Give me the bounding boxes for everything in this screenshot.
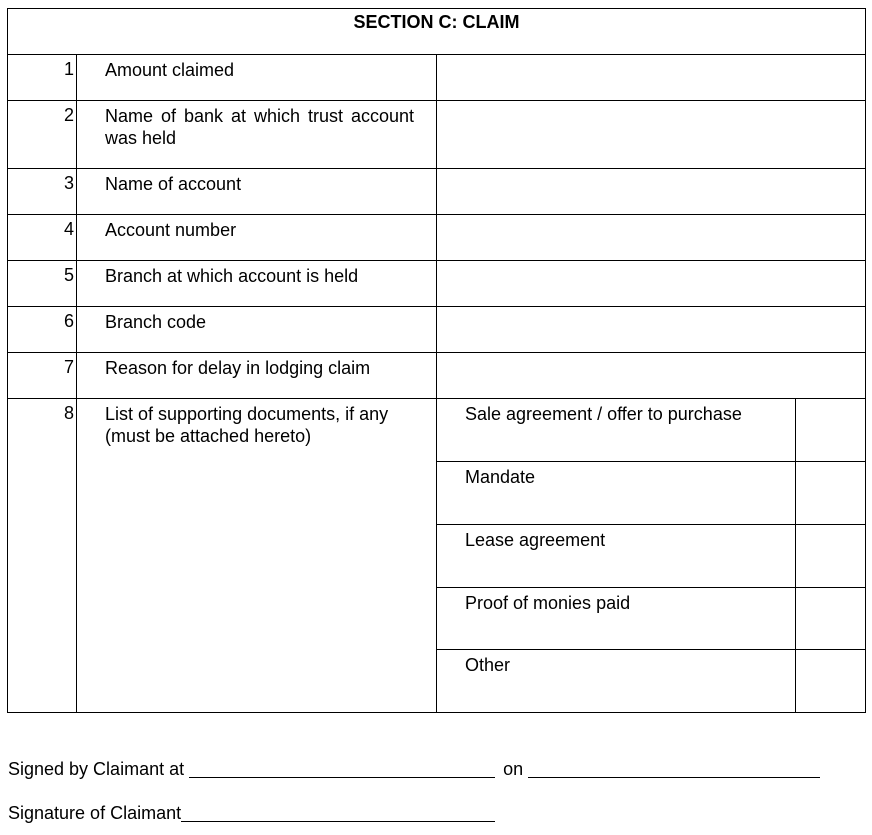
row-number: 6: [8, 307, 77, 353]
signed-at-place-field[interactable]: [189, 776, 495, 778]
row-label-delay-reason: Reason for delay in lodging claim: [77, 353, 437, 399]
row-label-amount-claimed: Amount claimed: [77, 55, 437, 101]
document-label-sale-agreement: Sale agreement / offer to purchase: [437, 399, 796, 462]
table-row: [8, 261, 866, 307]
row-number: 5: [8, 261, 77, 307]
document-label-other: Other: [437, 650, 796, 713]
signature-label: Signature of Claimant: [8, 803, 182, 823]
table-row: [8, 101, 866, 169]
answer-bank-name[interactable]: [437, 101, 866, 169]
row-number: 8: [8, 399, 77, 713]
table-row: [8, 215, 866, 261]
answer-account-name[interactable]: [437, 169, 866, 215]
claim-table: [7, 8, 866, 713]
section-title: SECTION C: CLAIM: [8, 9, 866, 55]
document-checkbox-mandate[interactable]: [796, 462, 866, 525]
on-label: on: [503, 759, 524, 779]
signature-field[interactable]: [181, 820, 495, 822]
table-row: [8, 307, 866, 353]
row-number: 7: [8, 353, 77, 399]
row-number: 4: [8, 215, 77, 261]
row-label-bank-name: Name of bank at which trust account was held: [77, 101, 437, 169]
table-row: [8, 169, 866, 215]
document-label-lease-agreement: Lease agreement: [437, 525, 796, 588]
row-label-branch-code: Branch code: [77, 307, 437, 353]
document-label-mandate: Mandate: [437, 462, 796, 525]
answer-delay-reason[interactable]: [437, 353, 866, 399]
table-row: [8, 55, 866, 101]
document-checkbox-other[interactable]: [796, 650, 866, 713]
row-number: 2: [8, 101, 77, 169]
answer-account-number[interactable]: [437, 215, 866, 261]
row-label-account-number: Account number: [77, 215, 437, 261]
answer-amount-claimed[interactable]: [437, 55, 866, 101]
answer-branch[interactable]: [437, 261, 866, 307]
document-checkbox-sale-agreement[interactable]: [796, 399, 866, 462]
row-number: 1: [8, 55, 77, 101]
document-checkbox-proof-of-monies[interactable]: [796, 588, 866, 650]
table-row: [8, 353, 866, 399]
document-checkbox-lease-agreement[interactable]: [796, 525, 866, 588]
signed-at-line: [8, 759, 820, 780]
signed-at-label: Signed by Claimant at: [8, 759, 185, 779]
row-label-supporting-documents: List of supporting documents, if any (must be attached hereto): [77, 399, 437, 713]
row-label-branch: Branch at which account is held: [77, 261, 437, 307]
table-row: [8, 399, 866, 462]
document-label-proof-of-monies: Proof of monies paid: [437, 588, 796, 650]
row-number: 3: [8, 169, 77, 215]
answer-branch-code[interactable]: [437, 307, 866, 353]
row-label-account-name: Name of account: [77, 169, 437, 215]
signed-on-date-field[interactable]: [528, 776, 820, 778]
signature-line: [8, 803, 495, 824]
